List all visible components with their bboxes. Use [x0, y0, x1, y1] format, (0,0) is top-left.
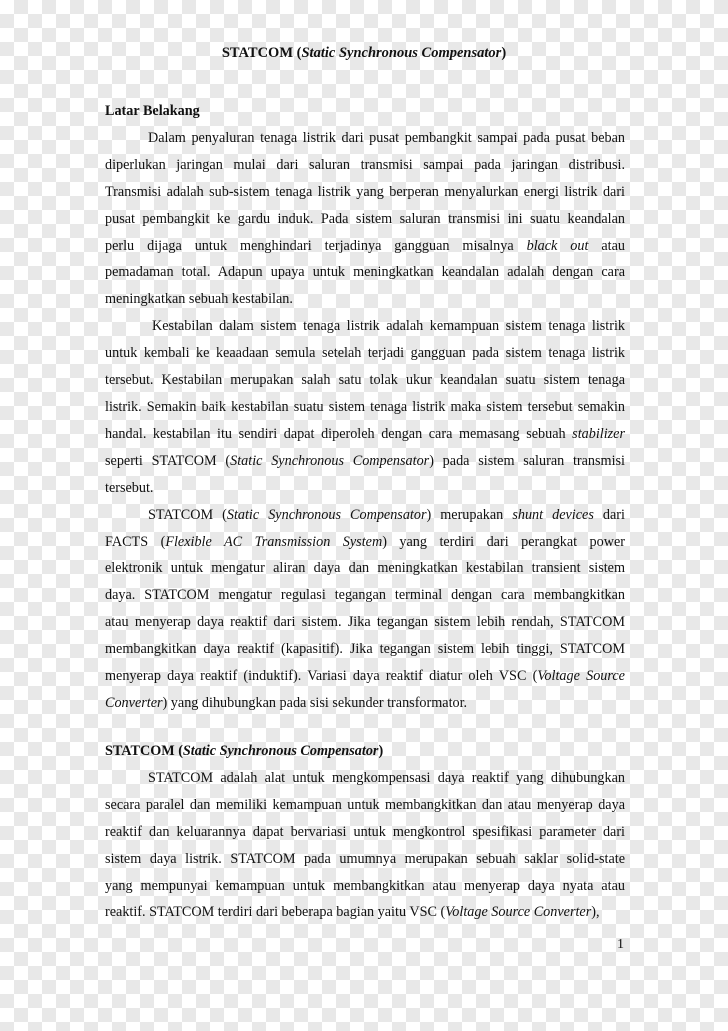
text-line: [105, 609, 625, 636]
section-statcom: [105, 738, 625, 926]
text-line: [105, 152, 625, 179]
text-line: [105, 636, 625, 663]
document-title: [0, 43, 728, 63]
text-run: ) yang dihubungkan pada sisi sekunder transformator.: [162, 694, 468, 711]
text-line: [105, 448, 625, 475]
text-run: membangkitkan daya reaktif (kapasitif). Jika tegangan sistem lebih tinggi, STATCOM: [105, 641, 625, 658]
text-line: [105, 286, 625, 313]
text-run: atau: [588, 237, 625, 254]
text-run: daya. STATCOM mengatur regulasi tegangan terminal dengan cara membangkitkan: [105, 587, 625, 604]
text-run: dari: [593, 506, 625, 523]
text-line: [105, 313, 625, 340]
text-run: untuk kembali ke keaadaan semula setelah terjadi gangguan pada sistem tenaga listrik: [105, 345, 625, 362]
text-line: [105, 663, 625, 690]
text-line: [105, 582, 625, 609]
text-run: reaktif. STATCOM terdiri dari beberapa bagian yaitu VSC (: [105, 904, 446, 921]
title-italic: Static Synchronous Compensator: [301, 45, 502, 61]
text-line: [105, 899, 625, 926]
title-open-paren: (: [293, 45, 302, 61]
text-run: Dalam penyaluran tenaga listrik dari pusat pembangkit sampai pada pusat beban: [148, 129, 625, 146]
text-run: perlu dijaga untuk menghindari terjadinya gangguan misalnya: [105, 237, 527, 254]
text-run: pemadaman total. Adapun upaya untuk meningkatkan keandalan adalah dengan cara: [105, 264, 625, 281]
section-body: [105, 125, 625, 717]
paragraph: [105, 765, 625, 926]
text-run: menyerap daya reaktif (induktif). Variasi daya reaktif diatur oleh VSC (: [105, 668, 538, 685]
paragraph: [105, 125, 625, 313]
text-line: [105, 792, 625, 819]
text-run: yang mempunyai kemampuan untuk membangkitkan atau menyerap daya nyata atau: [105, 877, 625, 894]
text-line: [105, 846, 625, 873]
text-line: [105, 690, 625, 717]
text-run: ) yang terdiri dari perangkat power: [382, 533, 625, 550]
italic-run: Converter: [105, 694, 163, 711]
text-line: [105, 259, 625, 286]
text-run: atau menyerap daya reaktif dari sistem. Jika tegangan sistem lebih rendah, STATCOM: [105, 614, 625, 631]
text-line: [105, 421, 625, 448]
italic-run: shunt devices: [512, 506, 594, 523]
italic-run: Voltage Source Converter: [445, 904, 592, 921]
text-run: elektronik untuk mengatur aliran daya dan meningkatkan kestabilan transient sistem: [105, 560, 625, 577]
text-line: [105, 233, 625, 260]
text-run: secara paralel dan memiliki kemampuan untuk membangkitkan dan atau menyerap daya: [105, 796, 625, 813]
section-body: [105, 765, 625, 926]
text-line: [105, 206, 625, 233]
italic-run: stabilizer: [572, 425, 625, 442]
text-run: STATCOM (: [148, 506, 227, 523]
heading-italic: Static Synchronous Compensator: [182, 743, 379, 759]
text-run: tersebut. Kestabilan merupakan salah satu tolak ukur keandalan suatu sistem tenaga: [105, 372, 625, 389]
text-line: [105, 340, 625, 367]
text-run: reaktif dan keluarannya dapat bervariasi untuk mengkontrol spesifikasi parameter dari: [105, 823, 625, 840]
text-run: handal. kestabilan itu sendiri dapat diperoleh dengan cara memasang sebuah: [105, 425, 573, 442]
heading-main: STATCOM: [105, 743, 175, 759]
page-number: 1: [617, 937, 624, 952]
text-line: [105, 502, 625, 529]
text-run: ) pada sistem saluran transmisi: [429, 452, 625, 469]
heading-close-paren: ): [378, 743, 384, 759]
italic-run: Static Synchronous Compensator: [226, 506, 427, 523]
text-run: listrik. Semakin baik kestabilan suatu sistem tenaga listrik maka sistem tersebut semakin: [105, 398, 625, 415]
text-line: [105, 475, 625, 502]
title-main: STATCOM: [221, 45, 294, 61]
italic-run: black out: [526, 237, 589, 254]
text-line: [105, 819, 625, 846]
text-run: ),: [591, 904, 600, 921]
text-line: [105, 367, 625, 394]
section-heading: Latar Belakang: [105, 103, 200, 119]
text-line: [105, 179, 625, 206]
title-close-paren: ): [501, 45, 507, 61]
text-run: Transmisi adalah sub-sistem tenaga listrik yang berperan menyalurkan energi listrik dari: [105, 183, 625, 200]
paragraph: [105, 502, 625, 717]
text-line: [105, 394, 625, 421]
text-run: ) merupakan: [426, 506, 513, 523]
text-line: [105, 765, 625, 792]
section-latar-belakang: [105, 98, 625, 717]
italic-run: Static Synchronous Compensator: [230, 452, 430, 469]
text-run: STATCOM adalah alat untuk mengkompensasi daya reaktif yang dihubungkan: [148, 769, 625, 786]
text-run: pusat pembangkit ke gardu induk. Pada sistem saluran transmisi ini suatu keandalan: [105, 210, 625, 227]
text-run: seperti STATCOM (: [105, 452, 231, 469]
paragraph: [105, 313, 625, 501]
text-run: FACTS (: [105, 533, 166, 550]
text-run: sistem daya listrik. STATCOM pada umumnya merupakan sebuah saklar solid-state: [105, 850, 625, 867]
text-run: Kestabilan dalam sistem tenaga listrik adalah kemampuan sistem tenaga listrik: [152, 318, 625, 335]
heading-open-paren: (: [174, 743, 183, 759]
text-run: diperlukan jaringan mulai dari saluran transmisi sampai pada jaringan distribusi.: [105, 156, 625, 173]
text-line: [105, 125, 625, 152]
italic-run: Voltage Source: [537, 668, 625, 685]
text-run: tersebut.: [105, 479, 154, 496]
italic-run: Flexible AC Transmission System: [165, 533, 383, 550]
section-heading: [105, 738, 625, 765]
text-line: [105, 555, 625, 582]
text-run: meningkatkan sebuah kestabilan.: [105, 291, 293, 308]
text-line: [105, 529, 625, 556]
text-line: [105, 873, 625, 900]
